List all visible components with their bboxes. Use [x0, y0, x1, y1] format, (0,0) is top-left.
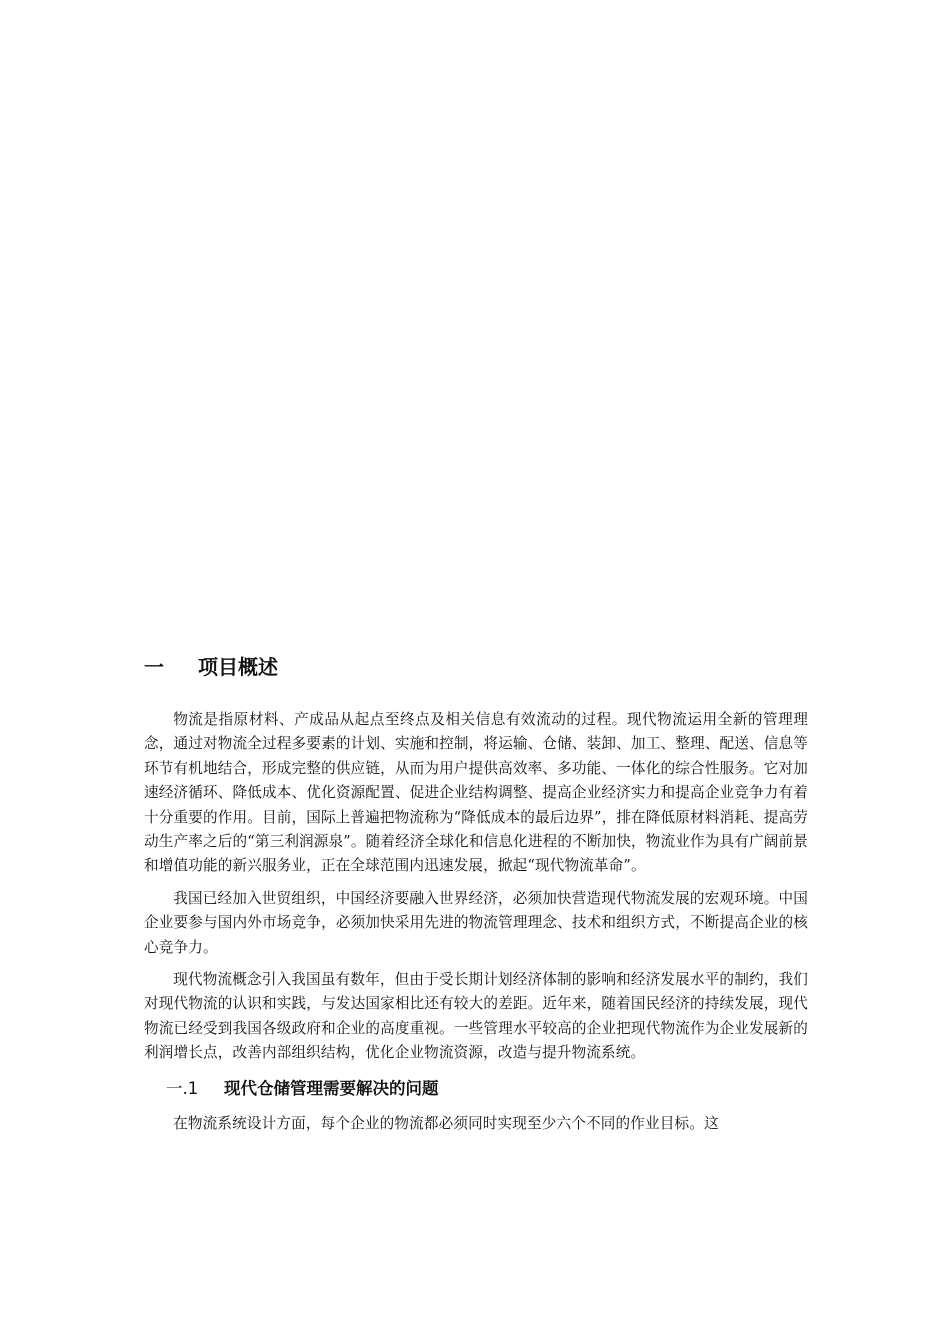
subsection-title: 现代仓储管理需要解决的问题 — [224, 1078, 439, 1098]
paragraph-3: 现代物流概念引入我国虽有数年，但由于受长期计划经济体制的影响和经济发展水平的制约，我们对现代物流的认识和实践，与发达国家相比还有较大的差距。近年来，随着国民经济的持续发展，现代物流已经受到我国各级政府和企业的高度重视。一些管理水平较高的企业把现代物流作为企业发展新的利润增长点，改善内部组织结构，优化企业物流资源，改造与提升物流系统。 — [144, 971, 808, 1062]
section-heading — [144, 648, 808, 682]
paragraph-1: 物流是指原材料、产成品从起点至终点及相关信息有效流动的过程。现代物流运用全新的管理理念，通过对物流全过程多要素的计划、实施和控制，将运输、仓储、装卸、加工、整理、配送、信息等环节有机地结合，形成完整的供应链，从而为用户提供高效率、多功能、一体化的综合性服务。它对加速经济循环、降低成本、优化资源配置、促进企业结构调整、提高企业经济实力和提高企业竞争力有着十分重要的作用。目前，国际上普遍把物流称为“降低成本的最后边界”，排在降低原材料消耗、提高劳动生产率之后的“第三利润源泉”。随着经济全球化和信息化进程的不断加快，物流业作为具有广阔前景和增值功能的新兴服务业，正在全球范围内迅速发展，掀起“现代物流革命”。 — [144, 711, 808, 875]
document-body — [144, 648, 808, 1144]
section-title: 项目概述 — [198, 654, 278, 679]
subsection-number: 一.1 — [166, 1078, 199, 1098]
section-number: 一 — [144, 654, 164, 679]
paragraph-2: 我国已经加入世贸组织，中国经济要融入世界经济，必须加快营造现代物流发展的宏观环境。中国企业要参与国内外市场竞争，必须加快采用先进的物流管理理念、技术和组织方式，不断提高企业的核心竞争力。 — [144, 889, 808, 956]
paragraph-4: 在物流系统设计方面，每个企业的物流都必须同时实现至少六个不同的作业目标。这 — [173, 1114, 719, 1132]
subsection-heading — [166, 1074, 808, 1100]
